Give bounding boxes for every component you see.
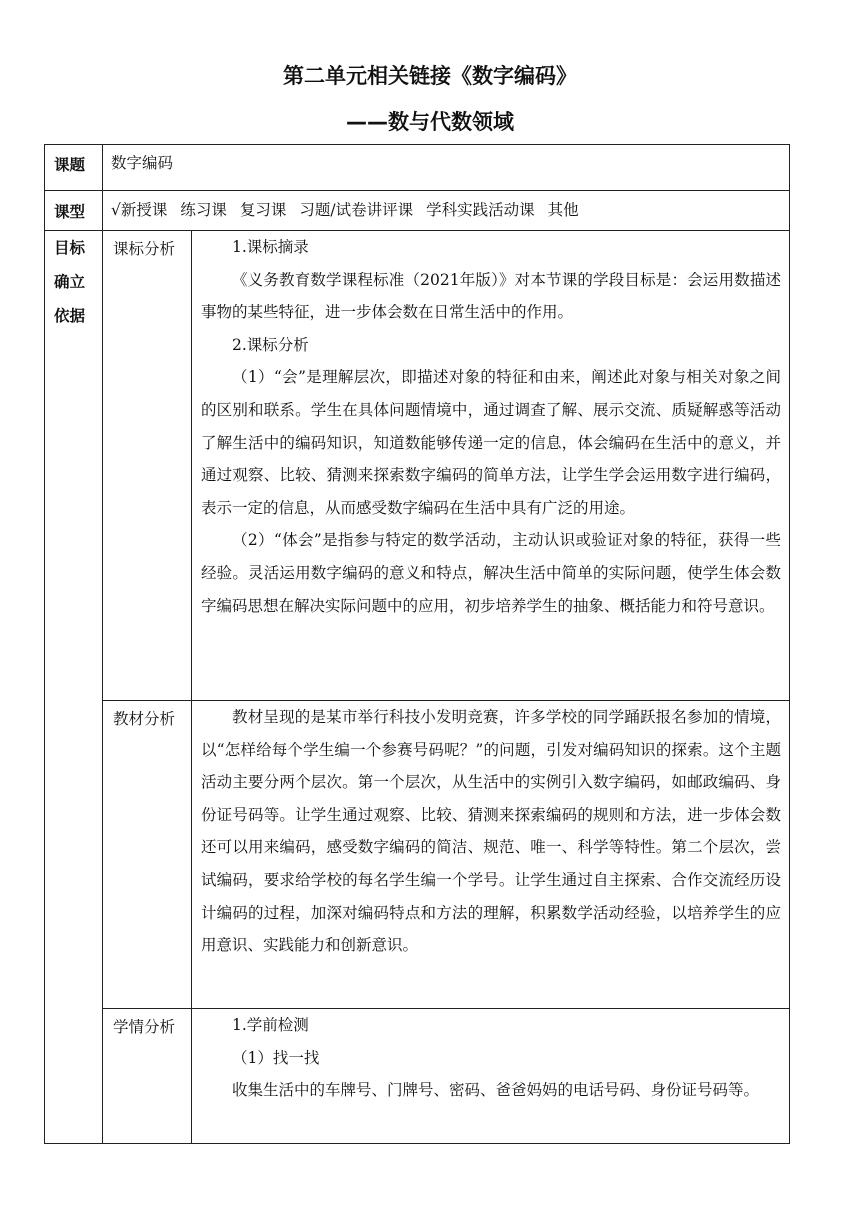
learner-label: 学情分析: [103, 1009, 192, 1144]
basis-label: [45, 231, 103, 1144]
topic-value: 数字编码: [103, 145, 790, 191]
lesson-type-option: √新授课: [111, 201, 168, 219]
lesson-type-label: 课型: [45, 191, 103, 231]
lesson-type-option: 学科实践活动课: [426, 201, 535, 219]
basis-label-line: 依据: [54, 307, 86, 325]
basis-label-line: 确立: [54, 273, 86, 291]
document-subtitle: ——数与代数领域: [346, 110, 514, 134]
lesson-type-option: 复习课: [239, 201, 287, 219]
learner-row: [45, 1009, 790, 1144]
standard-paragraph: （2）“体会”是指参与特定的数学活动，主动认识或验证对象的特征，获得一些经验。灵活运用数字编码的意义和特点，解决生活中简单的实际问题，使学生体会数字编码思想在解决实际问题中的应用，初步培养学生的抽象、概括能力和符号意识。: [201, 531, 781, 615]
standard-paragraph: 1.课标摘录: [232, 238, 309, 256]
lesson-plan-table: [44, 144, 790, 1144]
lesson-type-option: 习题/试卷讲评课: [299, 201, 414, 219]
standard-paragraph: 2.课标分析: [232, 335, 309, 354]
textbook-paragraph: 教材呈现的是某市举行科技小发明竞赛，许多学校的同学踊跃报名参加的情境，以“怎样给每个学生编一个参赛号码呢？”的问题，引发对编码知识的探索。这个主题活动主要分两个层次。第一个层次，从生活中的实例引入数字编码，如邮政编码、身份证号码等。让学生通过观察、比较、猜测来探索编码的规则和方法，进一步体会数还可以用来编码，感受数字编码的简洁、规范、唯一、科学等特性。第二个层次，尝试编码，要求给学校的每名学生编一个学号。让学生通过自主探索、合作交流经历设计编码的过程，加深对编码特点和方法的理解，积累数学活动经验，以培养学生的应用意识、实践能力和创新意识。: [201, 708, 781, 955]
standard-content: [192, 231, 790, 701]
topic-row: [45, 145, 790, 191]
textbook-label: 教材分析: [103, 701, 192, 1009]
standard-row: [45, 231, 790, 701]
lesson-type-row: [45, 191, 790, 231]
document-title: 第二单元相关链接《数字编码》: [283, 64, 577, 88]
topic-label: 课题: [45, 145, 103, 191]
textbook-row: [45, 701, 790, 1009]
learner-content: [192, 1009, 790, 1144]
standard-paragraph: 《义务教育数学课程标准（2021年版）》对本节课的学段目标是：会运用数描述事物的某些特征，进一步体会数在日常生活中的作用。: [201, 270, 781, 322]
learner-paragraph: （1）找一找: [232, 1048, 320, 1067]
basis-label-line: 目标: [54, 239, 86, 257]
learner-paragraph: 1.学前检测: [232, 1016, 309, 1034]
textbook-content: [192, 701, 790, 1009]
lesson-type-option: 其他: [547, 201, 579, 219]
lesson-type-options: [103, 191, 790, 231]
standard-label: 课标分析: [103, 231, 192, 701]
learner-paragraph: 收集生活中的车牌号、门牌号、密码、爸爸妈妈的电话号码、身份证号码等。: [232, 1081, 760, 1100]
standard-paragraph: （1）“会”是理解层次，即描述对象的特征和由来，阐述此对象与相关对象之间的区别和联系。学生在具体问题情境中，通过调查了解、展示交流、质疑解惑等活动了解生活中的编码知识，知道数能够传递一定的信息，体会编码在生活中的意义，并通过观察、比较、猜测来探索数字编码的简单方法，让学生学会运用数字进行编码，表示一定的信息，从而感受数字编码在生活中具有广泛的用途。: [201, 368, 781, 517]
lesson-type-option: 练习课: [180, 201, 227, 219]
